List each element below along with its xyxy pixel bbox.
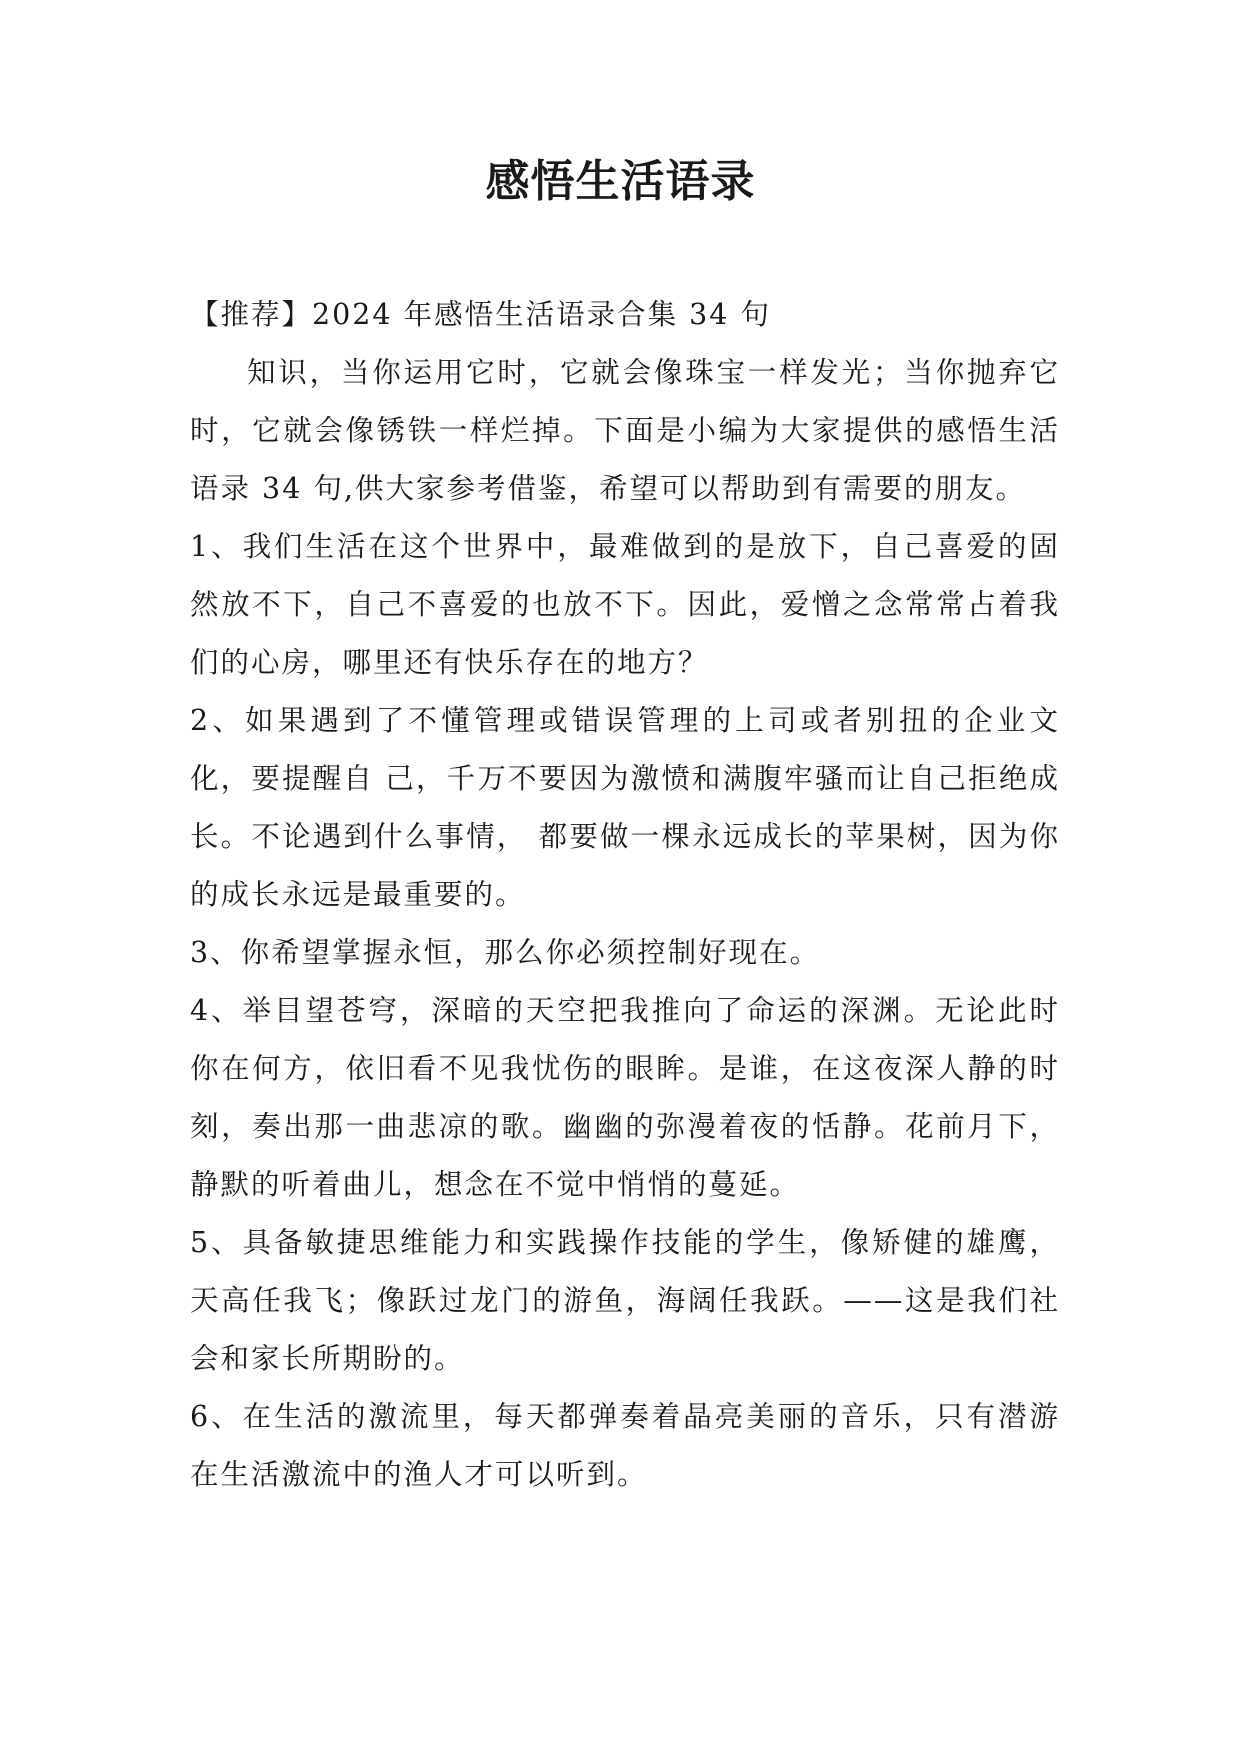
quote-item-6: 6、在生活的激流里，每天都弹奏着晶亮美丽的音乐，只有潜游在生活激流中的渔人才可以听到。	[190, 1400, 1060, 1491]
document-body	[190, 286, 1060, 1504]
quote-item-1: 1、我们生活在这个世界中，最难做到的是放下，自己喜爱的固然放不下，自己不喜爱的也放不下。因此，爱憎之念常常占着我们的心房，哪里还有快乐存在的地方？	[190, 530, 1060, 679]
intro-paragraph: 知识，当你运用它时，它就会像珠宝一样发光；当你抛弃它时，它就会像锈铁一样烂掉。下面是小编为大家提供的感悟生活语录 34 句,供大家参考借鉴，希望可以帮助到有需要的朋友。	[190, 356, 1060, 505]
quote-item-2: 2、如果遇到了不懂管理或错误管理的上司或者别扭的企业文化，要提醒自 己，千万不要因为激愤和满腹牢骚而让自己拒绝成长。不论遇到什么事情， 都要做一棵永远成长的苹果树，因为你的成长永远是最重要的。	[190, 704, 1060, 911]
quote-item-5: 5、具备敏捷思维能力和实践操作技能的学生，像矫健的雄鹰，天高任我飞；像跃过龙门的游鱼，海阔任我跃。——这是我们社会和家长所期盼的。	[190, 1226, 1060, 1375]
quote-item-3: 3、你希望掌握永恒，那么你必须控制好现在。	[190, 936, 821, 969]
document-subtitle: 【推荐】2024 年感悟生活语录合集 34 句	[190, 298, 771, 331]
quote-item-4: 4、举目望苍穹，深暗的天空把我推向了命运的深渊。无论此时你在何方，依旧看不见我忧伤的眼眸。是谁，在这夜深人静的时刻，奏出那一曲悲凉的歌。幽幽的弥漫着夜的恬静。花前月下，静默的听着曲儿，想念在不觉中悄悄的蔓延。	[190, 994, 1060, 1201]
document-title: 感悟生活语录	[485, 156, 756, 207]
